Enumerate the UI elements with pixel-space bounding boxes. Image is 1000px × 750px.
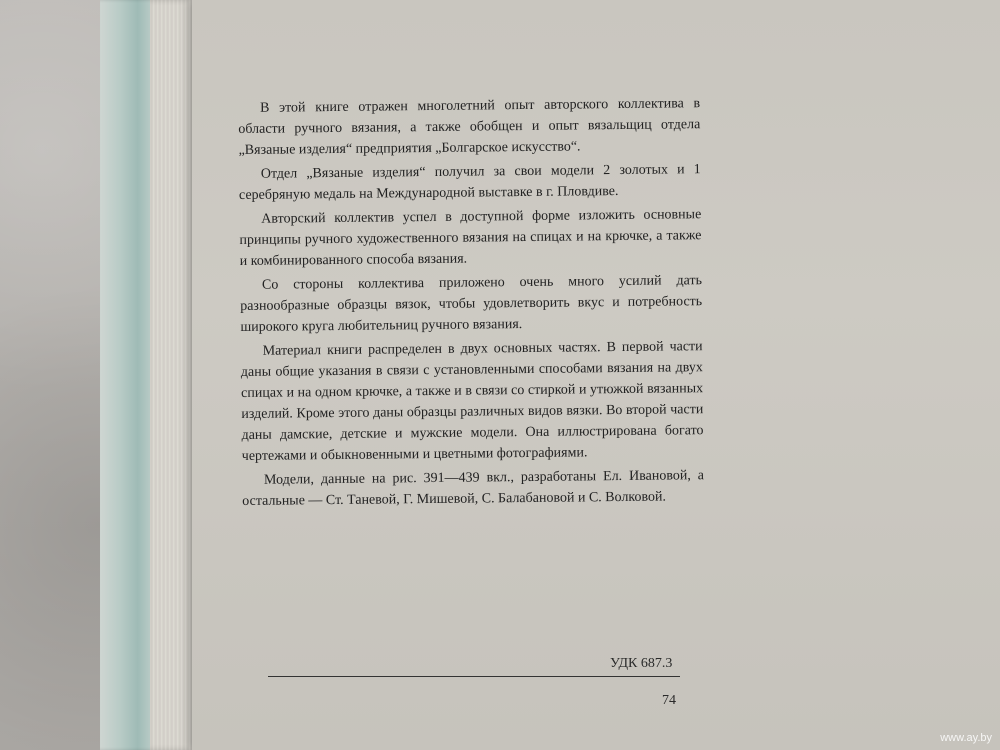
footer-rule [268, 676, 680, 677]
paragraph-2: Отдел „Вязаные изделия“ получил за свои модели 2 золотых и 1 серебряную медаль на Международной выставке в г. Пловдиве. [238, 162, 701, 203]
paragraph-6: Модели, данные на рис. 391—439 вкл., разработаны Ел. Ивановой, а остальные — Ст. Таневой, Г. Мишевой, С. Балабановой и С. Волковой. [242, 468, 705, 509]
page-number: 74 [662, 693, 676, 708]
paragraph-4: Со стороны коллектива приложено очень много усилий дать разнообразные образцы вязок, чтобы удовлетворить вкус и потребность широкого круга любительниц ручного вязания. [240, 273, 703, 335]
site-watermark: www.ay.by [940, 732, 992, 744]
paragraph-3: Авторский коллектив успел в доступной форме изложить основные принципы ручного художественного вязания на спицах и на крючке, а также и комбинированного способа вязания. [239, 207, 702, 269]
page-body-text [238, 93, 704, 515]
udk-code: УДК 687.3 [610, 656, 673, 671]
paragraph-1: В этой книге отражен многолетний опыт авторского коллектива в области ручного вязания, а также обобщен и опыт вязальщиц отдела „Вязаные изделия“ предприятия „Болгарское искусство“. [238, 96, 701, 158]
page-stack-edge [150, 0, 198, 750]
paragraph-5: Материал книги распределен в двух основных частях. В первой части даны общие указания в связи с установленными способами вязания на двух спицах и на одном крючке, а также и в связи со стиркой и утюжкой вязанных изделий. Кроме этого даны образцы различных видов вязки. Во второй части даны дамские, детские и мужские модели. Она иллюстрирована богато чертежами и обыкновенными и цветными фотографиями. [240, 339, 704, 464]
